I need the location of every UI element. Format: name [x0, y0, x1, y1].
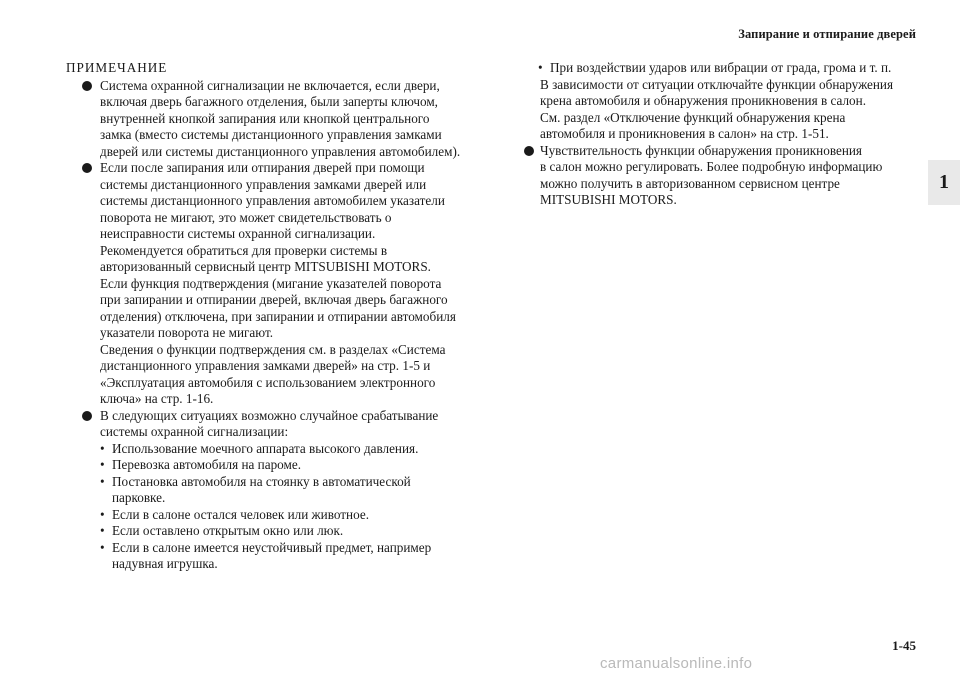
text-line: замка (вместо системы дистанционного управления замками [100, 127, 442, 142]
chapter-number: 1 [939, 171, 949, 193]
text-line: системы дистанционного управления автомобилем указатели [100, 193, 445, 208]
bullet-dot-icon [524, 146, 534, 156]
text-line: авторизованный сервисный центр MITSUBISHI MOTORS. [100, 259, 431, 274]
text-line: «Эксплуатация автомобиля с использованием электронного [100, 374, 436, 390]
text-line: ключа» на стр. 1-16. [100, 391, 214, 406]
text-line: MITSUBISHI MOTORS. [540, 192, 677, 207]
text-line: Если в салоне остался человек или животное. [112, 506, 370, 522]
text-line: указатели поворота не мигают. [100, 325, 274, 340]
text-line: дистанционного управления замками дверей» на стр. 1-5 и [100, 358, 431, 373]
note-bullet-2 [66, 160, 482, 408]
text-line: дверей или системы дистанционного управления автомобилем). [100, 143, 461, 159]
text-line: автомобиля и проникновения в салон» на стр. 1-51. [540, 126, 829, 141]
text-line: Постановка автомобиля на стоянку в автоматической [112, 473, 411, 489]
small-bullet-icon: • [100, 523, 105, 538]
sub-item [100, 540, 482, 573]
sub-item [100, 457, 482, 474]
text-line: При воздействии ударов или вибрации от града, грома и т. п. [550, 60, 892, 75]
text-line: В зависимости от ситуации отключайте функции обнаружения [540, 76, 894, 92]
watermark: carmanualsonline.info [600, 655, 753, 672]
text-line: В следующих ситуациях возможно случайное срабатывание [100, 407, 439, 423]
text-line: Система охранной сигнализации не включается, если двери, [100, 77, 440, 93]
text-line: Рекомендуется обратиться для проверки системы в [100, 242, 388, 258]
right-column [524, 60, 916, 209]
small-bullet-icon: • [100, 457, 105, 472]
text-line: неисправности системы охранной сигнализации. [100, 226, 376, 241]
text-line: системы дистанционного управления замками дверей или [100, 176, 427, 192]
text-line: при запирании и отпирании дверей, включая дверь багажного [100, 292, 448, 307]
text-line: Если в салоне имеется неустойчивый предмет, например [112, 539, 432, 555]
small-bullet-icon: • [100, 539, 105, 555]
chapter-tab [928, 160, 960, 205]
text-line: системы охранной сигнализации: [100, 424, 289, 439]
small-bullet-icon: • [100, 440, 105, 456]
text-line: Перевозка автомобиля на пароме. [112, 457, 302, 472]
sub-item [100, 507, 482, 524]
bullet-dot-icon [82, 163, 92, 173]
text-line: надувная игрушка. [112, 556, 218, 571]
left-column [66, 60, 482, 573]
text-line: можно получить в авторизованном сервисном центре [540, 175, 840, 191]
note-bullet-3 [66, 408, 482, 441]
bullet-dot-icon [82, 81, 92, 91]
sub-item [100, 523, 482, 540]
text-line: поворота не мигают, это может свидетельствовать о [100, 209, 392, 225]
text-line: Если оставлено открытым окно или люк. [112, 523, 344, 538]
text-line: Использование моечного аппарата высокого давления. [112, 440, 419, 456]
small-bullet-icon: • [100, 506, 105, 522]
text-line: Если функция подтверждения (мигание указателей поворота [100, 275, 442, 291]
text-line: Сведения о функции подтверждения см. в разделах «Система [100, 341, 446, 357]
text-line: Чувствительность функции обнаружения проникновения [540, 142, 862, 158]
sub-item [100, 441, 482, 458]
note-bullet-1 [66, 78, 482, 161]
note-bullet-4 [524, 143, 916, 209]
note-title: ПРИМЕЧАНИЕ [66, 60, 168, 75]
small-bullet-icon: • [100, 473, 105, 489]
sub-item [100, 474, 482, 507]
text-line: См. раздел «Отключение функций обнаружения крена [540, 109, 846, 125]
page-header-title: Запирание и отпирание дверей [738, 27, 916, 41]
text-line: Если после запирания или отпирания дверей при помощи [100, 160, 425, 175]
text-line: внутренней кнопкой запирания или кнопкой центрального [100, 110, 430, 126]
page-number: 1-45 [892, 638, 916, 653]
text-line: включая дверь багажного отделения, были заперты ключом, [100, 94, 438, 109]
bullet-dot-icon [82, 411, 92, 421]
text-line: парковке. [112, 490, 166, 505]
text-line: в салон можно регулировать. Более подробную информацию [540, 159, 883, 174]
text-line: крена автомобиля и обнаружения проникновения в салон. [540, 93, 867, 108]
small-bullet-icon: • [538, 60, 543, 75]
text-line: отделения) отключена, при запирании и отпирании автомобиля [100, 308, 456, 324]
sub-item [538, 60, 916, 77]
